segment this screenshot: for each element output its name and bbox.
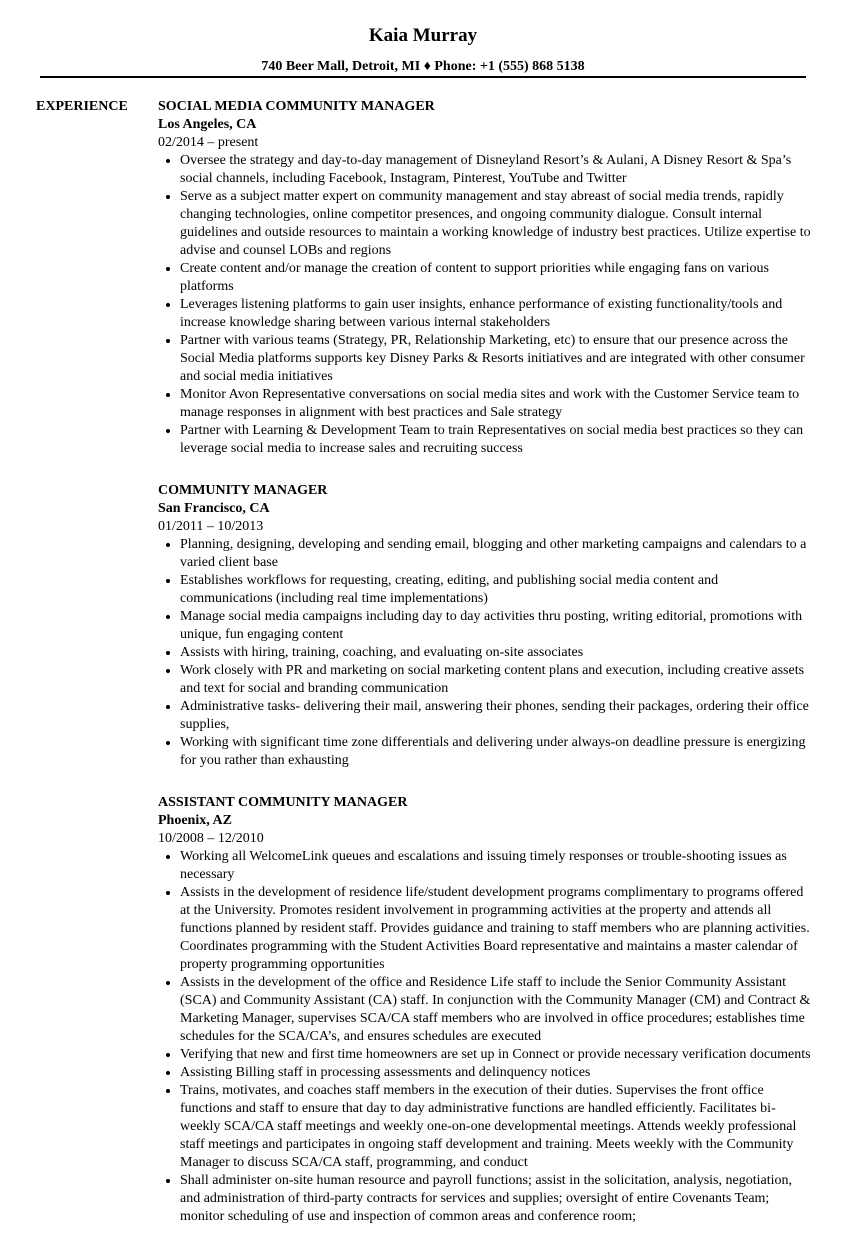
job-bullet: • Partner with various teams (Strategy, PR, Relationship Marketing, etc) to ensure that our presence across the Social Media platforms supports key Disney Parks & Resorts initiatives and are integrated with other consumer and social media initiatives [180,332,814,386]
job-location: Los Angeles, CA [158,117,257,132]
job-location: Phoenix, AZ [158,813,232,828]
job-entry [158,98,814,458]
job-bullet: • Work closely with PR and marketing on social marketing content plans and execution, including creative assets and text for social and branding communication [180,662,814,698]
section-label-experience: EXPERIENCE [36,99,128,114]
job-bullet: • Working all WelcomeLink queues and escalations and issuing timely responses or trouble-shooting issues as necessary [180,848,814,884]
job-bullet: • Assists in the development of residence life/student development programs complimentary to programs offered at the University. Promotes resident involvement in programming activities at the property and attends all functions planned by resident staff. Provides guidance and training to staff members who are planning activities. Coordinates programming with the Student Activities Board representative and maintains a master calendar of property programming opportunities [180,884,814,974]
job-dates: 01/2011 – 10/2013 [158,519,264,534]
job-bullet-list [158,152,814,458]
job-bullet: • Monitor Avon Representative conversations on social media sites and work with the Customer Service team to manage responses in alignment with best practices and Sale strategy [180,386,814,422]
job-bullet: • Manage social media campaigns including day to day activities thru posting, writing editorial, promotions with unique, fun engaging content [180,608,814,644]
job-bullet: • Serve as a subject matter expert on community management and stay abreast of social media trends, rapidly changing technologies, online competitor presences, and ongoing community dialogue. Consult internal guidelines and outside resources to maintain a working knowledge of industry best practices. Utilize expertise to advise and counsel LOBs and regions [180,188,814,260]
candidate-name: Kaia Murray [368,25,478,46]
job-title: SOCIAL MEDIA COMMUNITY MANAGER [158,99,435,114]
job-location: San Francisco, CA [158,501,270,516]
job-bullet: • Oversee the strategy and day-to-day management of Disneyland Resort’s & Aulani, A Disney Resort & Spa’s social channels, including Facebook, Instagram, Pinterest, YouTube and Twitter [180,152,814,188]
job-bullet: • Leverages listening platforms to gain user insights, enhance performance of existing functionality/tools and increase knowledge sharing between various internal stakeholders [180,296,814,332]
job-bullet: • Administrative tasks- delivering their mail, answering their phones, sending their packages, ordering their office supplies, [180,698,814,734]
job-bullet-list [158,848,814,1226]
job-bullet: • Trains, motivates, and coaches staff members in the execution of their duties. Supervises the front office functions and staff to ensure that day to day administrative functions are handled efficiently. Facilitates bi-weekly SCA/CA staff meetings and weekly one-on-one developmental meetings. Attends weekly professional staff meetings and participates in ongoing staff development and training. Meets weekly with the Community Manager to discuss SCA/CA staff, programming, and conduct [180,1082,814,1172]
job-dates: 10/2008 – 12/2010 [158,831,264,846]
job-title: COMMUNITY MANAGER [158,483,328,498]
job-bullet: • Planning, designing, developing and sending email, blogging and other marketing campaigns and calendars to a varied client base [180,536,814,572]
resume-header [0,24,846,76]
job-bullet: • Verifying that new and first time homeowners are set up in Connect or provide necessary verification documents [180,1046,814,1064]
job-bullet: • Shall administer on-site human resource and payroll functions; assist in the solicitation, analysis, negotiation, and administration of third-party contracts for services and supplies; oversight of entire Covenants Team; monitor scheduling of use and inspection of common areas and conference room; [180,1172,814,1226]
job-title: ASSISTANT COMMUNITY MANAGER [158,795,408,810]
experience-list [158,98,814,1250]
job-bullet: • Establishes workflows for requesting, creating, editing, and publishing social media content and communications (including real time implementations) [180,572,814,608]
job-bullet: • Assists with hiring, training, coaching, and evaluating on-site associates [180,644,814,662]
job-bullet: • Assists in the development of the office and Residence Life staff to include the Senior Community Assistant (SCA) and Community Assistant (CA) staff. In conjunction with the Community Manager (CM) and Contract & Marketing Manager, supervises SCA/CA staff members who are involved in office procedures; establishes time schedules for the SCA/CA’s, and ensures schedules are executed [180,974,814,1046]
job-dates: 02/2014 – present [158,135,259,150]
job-bullet: • Working with significant time zone differentials and delivering under always-on deadline pressure is energizing for you rather than exhausting [180,734,814,770]
job-bullet: • Create content and/or manage the creation of content to support priorities while engaging fans on various platforms [180,260,814,296]
job-entry [158,482,814,770]
job-entry [158,794,814,1226]
job-bullet-list [158,536,814,770]
header-divider [40,76,806,78]
job-bullet: • Assisting Billing staff in processing assessments and delinquency notices [180,1064,814,1082]
job-bullet: • Partner with Learning & Development Team to train Representatives on social media best practices so they can leverage social media to increase sales and recruiting success [180,422,814,458]
contact-line: 740 Beer Mall, Detroit, MI ♦ Phone: +1 (555) 868 5138 [261,59,585,74]
